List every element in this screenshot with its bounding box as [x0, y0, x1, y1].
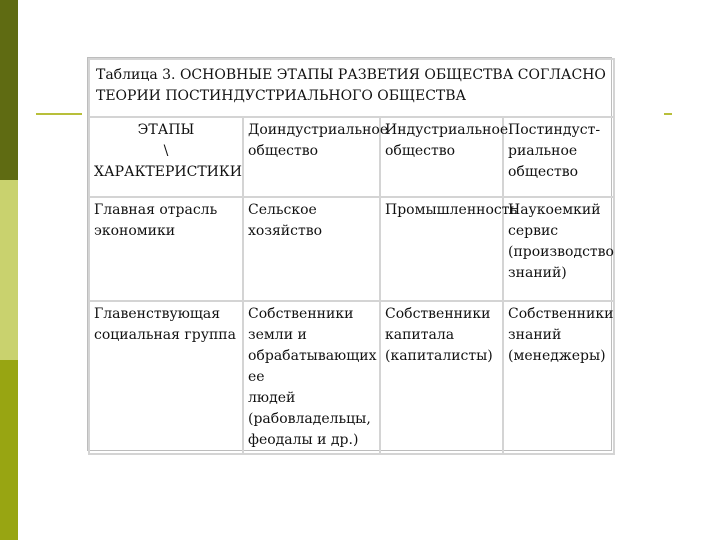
stages-table [88, 58, 615, 455]
corner-label-stages: ЭТАПЫ [137, 122, 195, 138]
row-label-dominant-group: Главенствующая социальная группа [89, 301, 243, 454]
table-caption: Таблица 3. ОСНОВНЫЕ ЭТАПЫ РАЗВЕТИЯ ОБЩЕСТВА СОГЛАСНО ТЕОРИИ ПОСТИНДУСТРИАЛЬНОГО ОБЩЕСТВА [89, 59, 614, 117]
header-corner-cell [89, 117, 243, 197]
cell-group-preindustrial: Собственники земли и обрабатывающих ее людей (рабовладельцы, феодалы и др.) [243, 301, 380, 454]
header-stage-postindustrial: Постиндуст- риальное общество [503, 117, 614, 197]
decor-strip-light [0, 180, 18, 360]
corner-label-characteristics: ХАРАКТЕРИСТИКИ [94, 164, 242, 180]
accent-line-right [664, 113, 672, 115]
cell-group-industrial: Собственники капитала (капиталисты) [380, 301, 503, 454]
cell-economy-preindustrial: Сельское хозяйство [243, 197, 380, 301]
decor-strip-olive [0, 360, 18, 540]
row-label-main-economy: Главная отрасль экономики [89, 197, 243, 301]
cell-economy-industrial: Промышленность [380, 197, 503, 301]
corner-label-slash: \ [163, 143, 169, 159]
cell-group-postindustrial: Собственники знаний (менеджеры) [503, 301, 614, 454]
document-table-image [87, 57, 612, 451]
header-stage-preindustrial: Доиндустриальное общество [243, 117, 380, 197]
header-stage-industrial: Индустриальное общество [380, 117, 503, 197]
decor-strip-dark [0, 0, 18, 180]
cell-economy-postindustrial: Наукоемкий сервис (производство знаний) [503, 197, 614, 301]
accent-line-left [36, 113, 82, 115]
